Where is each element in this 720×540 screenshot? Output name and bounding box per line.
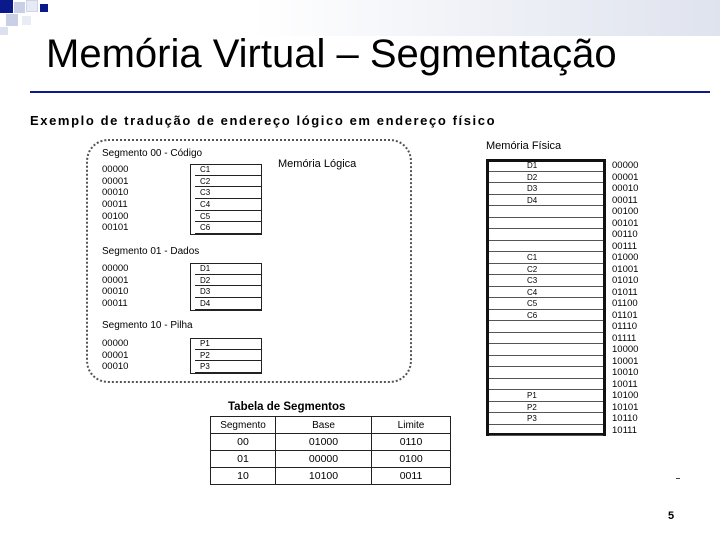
physical-cell [489,206,603,218]
physical-address: 10011 [612,378,638,390]
physical-address: 01110 [612,321,638,332]
memory-cell: D1 [195,263,261,275]
physical-cell [489,367,603,379]
physical-address: 00100 [612,206,639,217]
physical-cell [489,241,603,253]
memory-cell: C3 [195,187,261,199]
logical-address: 00011 [102,199,128,211]
physical-cell [489,229,603,241]
decor-square [26,0,38,12]
physical-cell: C5 [489,298,603,310]
physical-address: 01010 [612,275,639,286]
memory-cell: P2 [195,350,261,362]
physical-address: 10110 [612,413,638,424]
physical-cell: P3 [489,413,603,425]
physical-cell: C3 [489,275,603,287]
physical-address: 00101 [612,217,639,229]
physical-address: 10001 [612,355,639,367]
segment-table [210,416,451,485]
physical-cell: C2 [489,264,603,276]
physical-cell: C6 [489,310,603,322]
decor-square [22,16,31,25]
memory-cell: C4 [195,199,261,211]
logical-address: 00000 [102,338,129,349]
physical-address: 00111 [612,240,638,252]
physical-address: 00011 [612,194,638,206]
table-cell: 0110 [372,434,451,451]
logical-address: 00010 [102,286,129,298]
decor-square [14,2,25,13]
table-row [211,434,451,451]
page-number: 5 [668,510,675,522]
physical-cell: P1 [489,390,603,402]
physical-address: 10010 [612,367,639,378]
physical-memory-label: Memória Física [486,140,562,152]
table-header: Base [276,417,372,434]
memory-cell: P3 [195,361,261,373]
logical-address: 00001 [102,175,129,187]
logical-address: 00100 [102,210,129,222]
logical-address: 00000 [102,263,129,274]
memory-cell: C5 [195,211,261,223]
segment-title: Segmento 10 - Pilha [102,320,193,331]
physical-cell [489,425,603,437]
logical-address: 00101 [102,222,129,234]
table-cell: 0011 [372,468,451,485]
physical-address: 10000 [612,344,639,355]
memory-cell: C2 [195,176,261,188]
physical-cell [489,321,603,333]
segment-title: Segmento 00 - Código [102,148,203,159]
memory-cell: P1 [195,338,261,350]
physical-address: 01111 [612,332,637,344]
memory-cell: D3 [195,286,261,298]
physical-cell: C1 [489,252,603,264]
physical-cell [489,333,603,345]
logical-address: 00000 [102,164,129,175]
stray-mark [676,478,680,479]
decor-square [0,27,8,35]
segment-title: Segmento 01 - Dados [102,246,200,257]
memory-cell: C1 [195,164,261,176]
decor-square [0,0,13,13]
physical-address: 10100 [612,390,639,401]
table-row [211,451,451,468]
physical-cell: D2 [489,172,603,184]
memory-cell: D4 [195,298,261,310]
physical-address: 00000 [612,160,639,171]
physical-address: 10111 [612,424,638,436]
table-cell: 01 [211,451,276,468]
logical-address: 00010 [102,187,129,199]
table-cell: 10 [211,468,276,485]
physical-address: 01101 [612,309,638,321]
physical-address: 00001 [612,171,639,183]
logical-address: 00001 [102,274,129,286]
physical-cell [489,344,603,356]
title-underline [30,91,710,93]
physical-address: 00110 [612,229,638,240]
slide-subtitle: Exemplo de tradução de endereço lógico em endereço físico [30,113,497,128]
physical-address: 00010 [612,183,639,194]
physical-cell: C4 [489,287,603,299]
physical-address: 01011 [612,286,638,298]
logical-address: 00010 [102,361,129,373]
segment-table-title: Tabela de Segmentos [228,401,346,413]
logical-address: 00001 [102,349,129,361]
memory-cell: C6 [195,222,261,234]
physical-cell: D1 [489,160,603,172]
table-cell: 00000 [276,451,372,468]
physical-cell [489,356,603,368]
physical-address: 01000 [612,252,639,263]
physical-cell [489,218,603,230]
physical-cell: D4 [489,195,603,207]
decor-square [6,14,18,26]
table-row [211,468,451,485]
table-cell: 10100 [276,468,372,485]
physical-cell: D3 [489,183,603,195]
logical-address: 00011 [102,298,128,310]
table-cell: 00 [211,434,276,451]
physical-address: 10101 [612,401,639,413]
physical-address: 01001 [612,263,639,275]
table-header-row [211,417,451,434]
slide-title: Memória Virtual – Segmentação [46,32,617,76]
table-header: Limite [372,417,451,434]
decor-square [40,4,48,12]
table-cell: 01000 [276,434,372,451]
physical-cell [489,379,603,391]
logical-memory-label: Memória Lógica [278,158,357,170]
table-header: Segmento [211,417,276,434]
memory-cell: D2 [195,275,261,287]
physical-address: 01100 [612,298,638,309]
physical-cell: P2 [489,402,603,414]
table-cell: 0100 [372,451,451,468]
